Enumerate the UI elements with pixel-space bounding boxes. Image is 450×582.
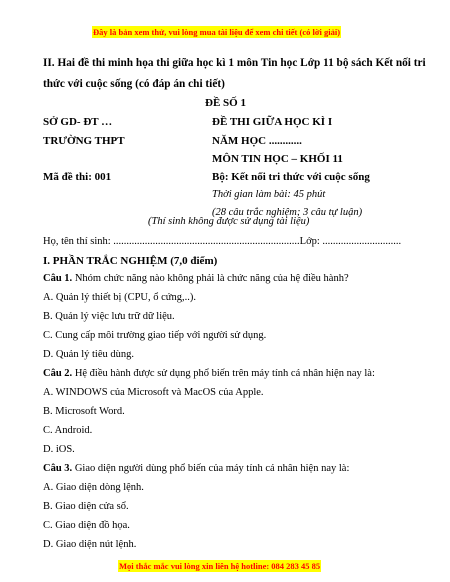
- q2-option-c: C. Android.: [43, 425, 93, 436]
- header-notice-banner: Đây là bản xem thử, vui lòng mua tài liệu để xem chi tiết (có lời giải): [93, 27, 341, 37]
- exam-code: Mã đề thi: 001: [43, 171, 112, 183]
- footer-hotline-banner: Mọi thắc mắc vui lòng xin liên hệ hotline: 084 283 45 85: [119, 561, 321, 571]
- exam-number: ĐỀ SỐ 1: [205, 97, 246, 109]
- q3-option-b: B. Giao diện cửa sổ.: [43, 501, 129, 512]
- textbook-series: Bộ: Kết nối tri thức với cuộc sống: [212, 171, 370, 183]
- question-label: Câu 2.: [43, 368, 73, 379]
- question-1: [43, 273, 349, 284]
- q1-option-b: B. Quản lý việc lưu trữ dữ liệu.: [43, 311, 175, 322]
- question-label: Câu 3.: [43, 463, 73, 474]
- question-text: Giao diện người dùng phổ biến của máy tính cá nhân hiện nay là:: [72, 463, 350, 474]
- q2-option-a: A. WINDOWS của Microsoft và MacOS của Apple.: [43, 387, 264, 398]
- department-name: SỞ GD- ĐT …: [43, 116, 113, 128]
- section-title: I. PHẦN TRẮC NGHIỆM (7,0 điểm): [43, 255, 218, 267]
- exam-name: ĐỀ THI GIỮA HỌC KÌ I: [212, 116, 333, 128]
- document-title-line-1: II. Hai đề thi minh họa thi giữa học kì 1 môn Tin học Lớp 11 bộ sách Kết nối tri: [43, 57, 426, 69]
- document-title-line-2: thức với cuộc sống (có đáp án chi tiết): [43, 78, 225, 90]
- exam-time: Thời gian làm bài: 45 phút: [212, 189, 326, 200]
- school-name: TRƯỜNG THPT: [43, 135, 125, 147]
- q2-option-d: D. iOS.: [43, 444, 75, 455]
- question-3: [43, 463, 349, 474]
- q2-option-b: B. Microsoft Word.: [43, 406, 125, 417]
- exam-structure: (28 câu trắc nghiệm; 3 câu tự luận): [212, 207, 363, 218]
- q1-option-c: C. Cung cấp môi trường giao tiếp với người sử dụng.: [43, 330, 267, 341]
- q3-option-d: D. Giao diện nút lệnh.: [43, 539, 137, 550]
- subject-grade: MÔN TIN HỌC – KHỐI 11: [212, 153, 343, 165]
- question-label: Câu 1.: [43, 273, 73, 284]
- school-year: NĂM HỌC ............: [212, 135, 302, 147]
- q1-option-a: A. Quản lý thiết bị (CPU, ổ cứng,..).: [43, 292, 196, 303]
- q1-option-d: D. Quản lý tiêu dùng.: [43, 349, 134, 360]
- question-text: Nhóm chức năng nào không phải là chức năng của hệ điều hành?: [72, 273, 349, 284]
- question-text: Hệ điều hành được sử dụng phổ biến trên máy tính cá nhân hiện nay là:: [72, 368, 375, 379]
- student-info-line: Họ, tên thí sinh: .......................................................................Lớp: ..............................: [43, 236, 402, 247]
- q3-option-a: A. Giao diện dòng lệnh.: [43, 482, 144, 493]
- no-materials-note: (Thí sinh không được sử dụng tài liệu): [148, 216, 310, 227]
- q3-option-c: C. Giao diện đồ họa.: [43, 520, 130, 531]
- question-2: [43, 368, 375, 379]
